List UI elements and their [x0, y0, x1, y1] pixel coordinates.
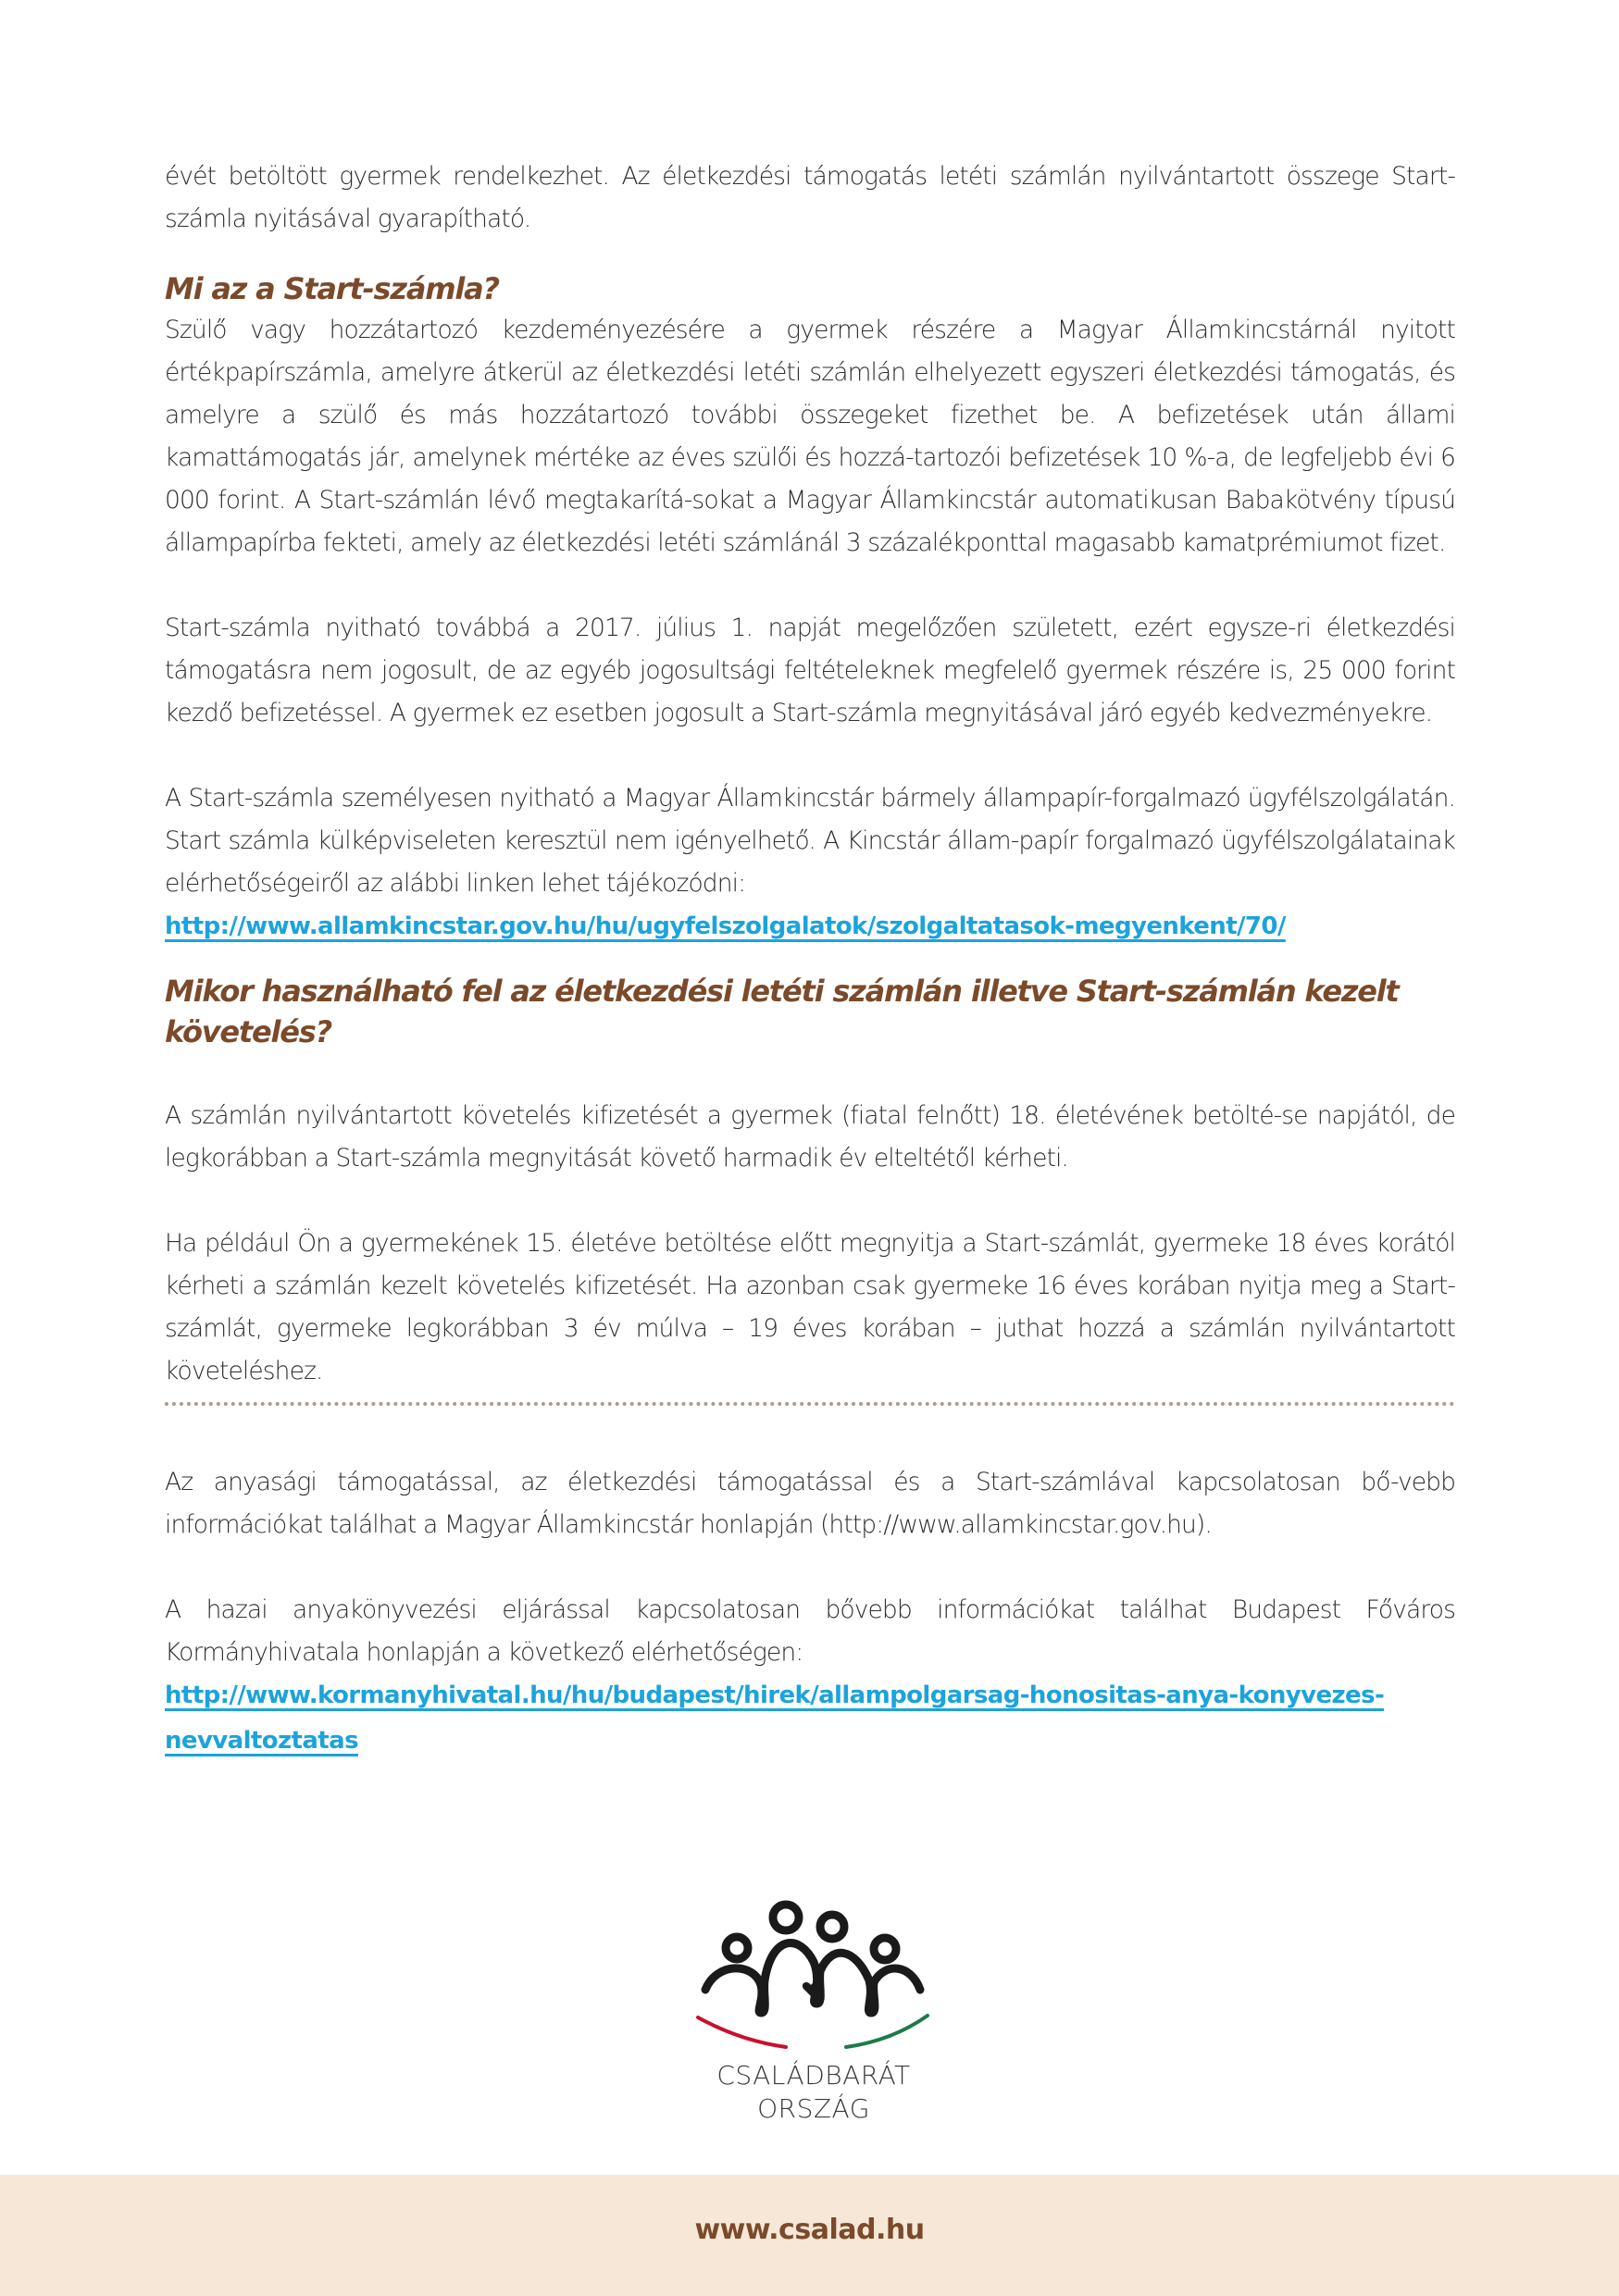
paragraph-anyakonyvezes: A hazai anyakönyvezési eljárással kapcsolatosan bővebb információkat találhat Budapest Főváros Kormányhivatala honlapján a következő elérhetőségen: — [165, 1595, 1455, 1667]
paragraph-pelda: Ha például Ön a gyermekének 15. életéve betöltése előtt megnyitja a Start-számlát, gyermeke 18 éves korától kérheti a számlán kezelt követelés kifizetését. Ha azonban csak gyermeke 16 éves korában nyitja meg a Start-számlát, gyermeke legkorábban 3 év múlva – 19 éves korában – juthat hozzá a számlán nyilvántartott követeléshez. — [165, 1229, 1455, 1385]
paragraph-start-szamla-opening: A Start-számla személyesen nyitható a Magyar Államkincstár bármely állampapír-forgalmazó ügyfélszolgálatán. Start számla külképviseleten keresztül nem igényelhető. A Kincstár állam-papír forgalmazó ügyfélszolgálatainak elérhetőségeiről az alábbi linken lehet tájékozódni: — [165, 784, 1455, 898]
csaladbarat-orszag-logo — [689, 1897, 939, 2128]
kormanyhivatal-link[interactable]: http://www.kormanyhivatal.hu/hu/budapest/hirek/allampolgarsag-honositas-anya-konyvezes-nevvaltoztatas — [165, 1682, 1385, 1755]
section-heading-mikor-hasznalhato: Mikor használható fel az életkezdési letéti számlán illetve Start-számlán kezelt követelés? — [165, 974, 1399, 1049]
section-heading-start-szamla: Mi az a Start-számla? — [165, 271, 499, 306]
logo-text-line1: CSALÁDBARÁT — [716, 2060, 911, 2091]
family-figures-icon — [689, 1897, 939, 2054]
footer-bar — [0, 2175, 1619, 2296]
document-body — [165, 155, 1455, 1765]
paragraph-start-szamla-definition: Szülő vagy hozzátartozó kezdeményezésére a gyermek részére a Magyar Államkincstárnál nyitott értékpapírszámla, amelyre átkerül az életkezdési letéti számlán elhelyezett egyszeri életkezdési támogatás, és amelyre a szülő és más hozzátartozó további összegeket fizethet be. A befizetések után állami kamattámogatás jár, amelynek mértéke az éves szülői és hozzá-tartozói befizetések 10 %-a, de legfeljebb évi 6 000 forint. A Start-számlán lévő megtakarítá-sokat a Magyar Államkincstár automatikusan Babakötvény típusú állampapírba fekteti, amely az életkezdési letéti számlánál 3 százalékponttal magasabb kamatprémiumot fizet. — [165, 316, 1455, 557]
paragraph-kifizetes-feltetel: A számlán nyilvántartott követelés kifizetését a gyermek (fiatal felnőtt) 18. életévének betölté-se napjától, de legkorábban a Start-számla megnyitását követő harmadik év elteltétől kérheti. — [165, 1101, 1455, 1173]
paragraph-start-szamla-eligibility: Start-számla nyitható továbbá a 2017. július 1. napját megelőzően született, ezért egysze-ri életkezdési támogatásra nem jogosult, de az egyéb jogosultsági feltételeknek megfelelő gyermek részére is, 25 000 forint kezdő befizetéssel. A gyermek ez esetben jogosult a Start-számla megnyitásával járó egyéb kedvezményekre. — [165, 614, 1455, 727]
footer-website-link[interactable]: www.csalad.hu — [694, 2214, 925, 2246]
logo-text-line2: ORSZÁG — [757, 2093, 870, 2124]
intro-paragraph: évét betöltött gyermek rendelkezhet. Az életkezdési támogatás letéti számlán nyilvántartott összege Start-számla nyitásával gyarapítható. — [165, 162, 1455, 233]
allamkincstar-ugyfelszolgalat-link[interactable]: http://www.allamkincstar.gov.hu/hu/ugyfelszolgalatok/szolgaltatasok-megyenkent/70/ — [165, 912, 1286, 940]
paragraph-tovabbi-informacio: Az anyasági támogatással, az életkezdési támogatással és a Start-számlával kapcsolatosan bő-vebb információkat találhat a Magyar Államkincstár honlapján (http://www.allamkincstar.gov.hu). — [165, 1468, 1455, 1539]
